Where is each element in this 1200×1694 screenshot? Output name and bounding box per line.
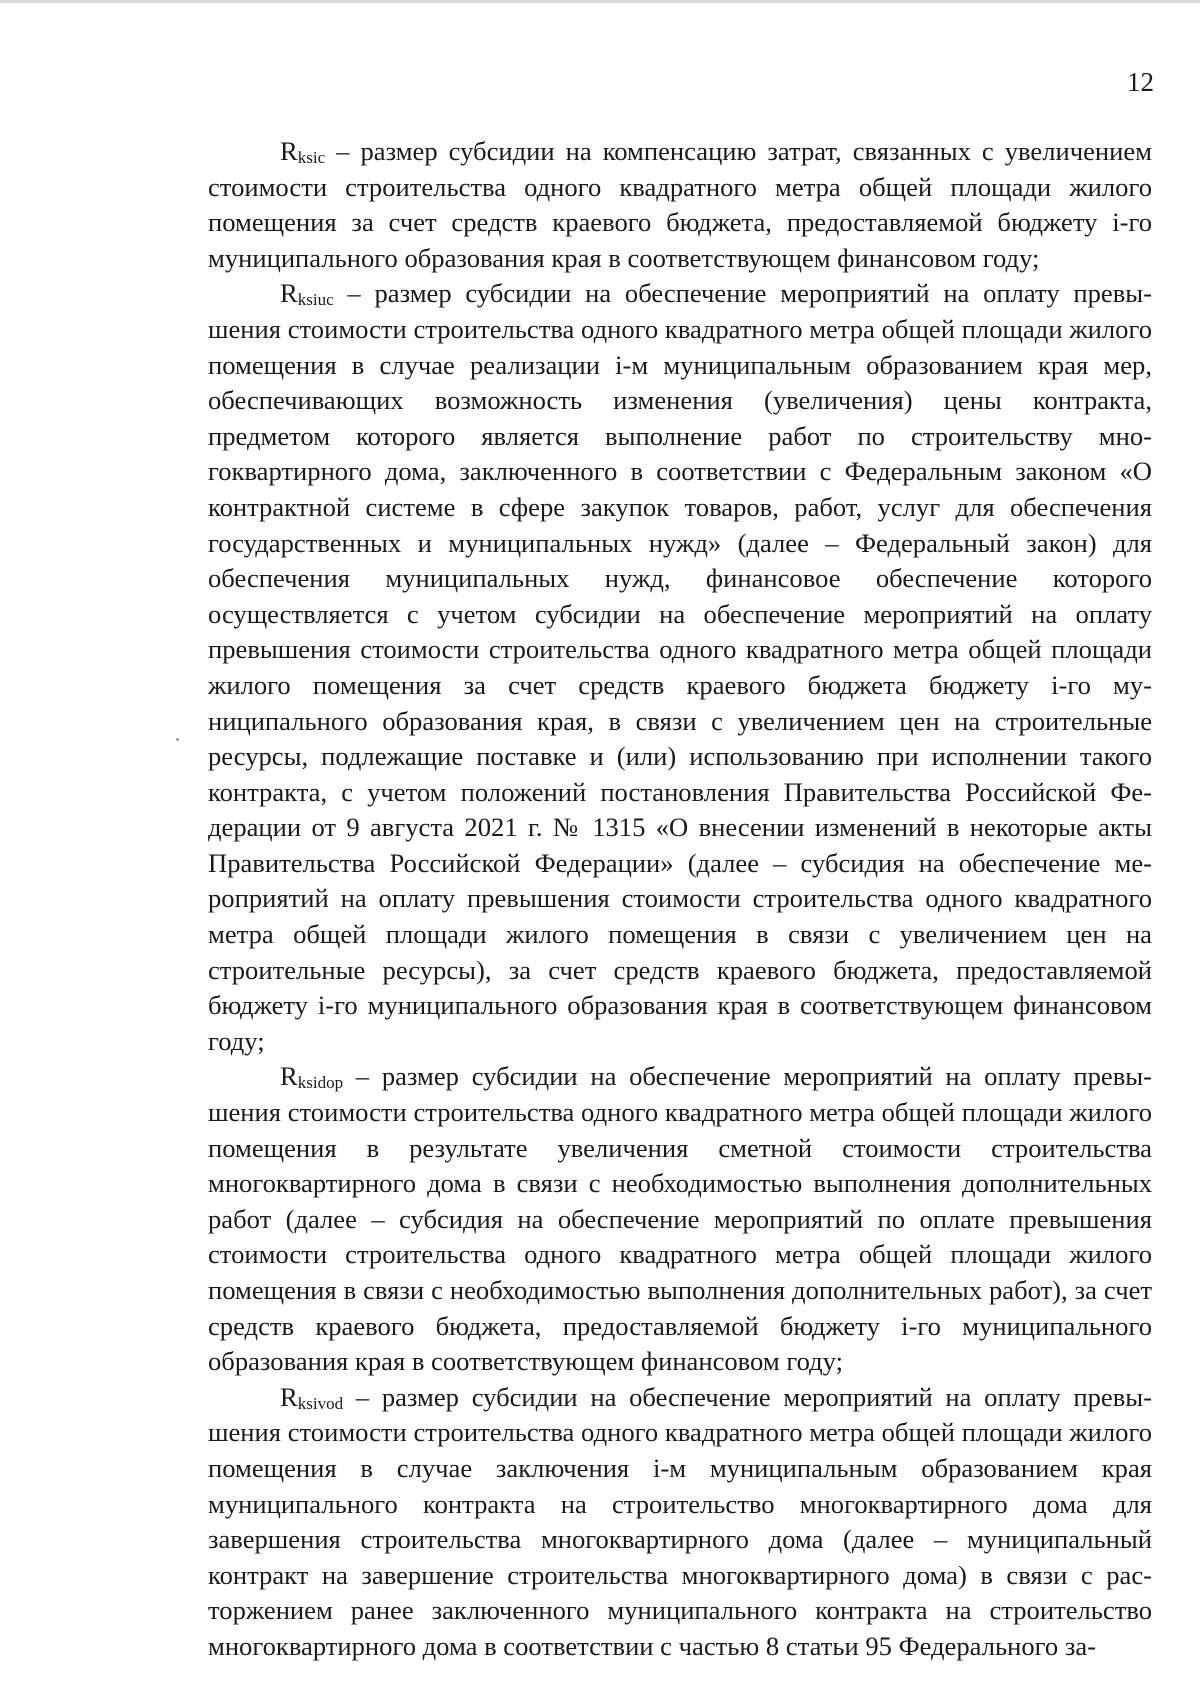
formula-symbol: R [280, 1381, 298, 1412]
paragraph-rksiuc [208, 276, 1152, 1059]
paragraph-text: – размер субсидии на обеспечение мероприятий на оплату превышения стоимости строительства одного квадратного метра общей площади жилого помещения в результате увеличения сметной стоимости строительства многоквартирного дома в связи с необходимостью выполнения дополнительных работ (далее – субсидия на обеспечение мероприятий по оплате превышения стоимости строительства одного квадратного метра общей площади жилого помещения в связи с необходимостью выполнения дополнительных работ), за счет средств краевого бюджета, предоставляемой бюджету i-го муниципального образования края в соответствующем финансовом году; [208, 1061, 1152, 1377]
paragraph-text: – размер субсидии на обеспечение мероприятий на оплату превышения стоимости строительства одного квадратного метра общей площади жилого помещения в случае заключения i-м муниципальным образованием края муниципального контракта на строительство многоквартирного дома для завершения строительства многоквартирного дома (далее – муниципальный контракт на завершение строительства многоквартирного дома) в связи с расторжением ранее заключенного муниципального контракта на строительство многоквартирного дома в соответствии с частью 8 статьи 95 Федерального за- [208, 1381, 1152, 1661]
formula-symbol: R [280, 1061, 298, 1092]
formula-subscript: ksiuc [297, 290, 334, 310]
formula-symbol: R [280, 136, 298, 166]
scan-top-edge [0, 0, 1200, 3]
formula-subscript: ksic [297, 148, 326, 167]
page-number: 12 [1127, 67, 1154, 97]
paragraph-text: – размер субсидии на компенсацию затрат, связанных с увеличением стоимости строительства одного квадратного метра общей площади жилого помещения за счет средств краевого бюджета, предоставляемой бюджету i-го муниципального образования края в соответствующем финансовом году; [208, 136, 1152, 273]
formula-symbol: R [280, 278, 298, 309]
scan-speck [176, 738, 179, 741]
document-body [208, 134, 1152, 1665]
formula-subscript: ksidop [297, 1073, 344, 1093]
paragraph-text: – размер субсидии на обеспечение мероприятий на оплату превышения стоимости строительства одного квадратного метра общей площади жилого помещения в случае реализации i-м муниципальным образованием края мер, обеспечивающих возможность изменения (увеличения) цены контракта, предметом которого является выполнение работ по строительству многоквартирного дома, заключенного в соответствии с Федеральным законом «О контрактной системе в сфере закупок товаров, работ, услуг для обеспечения государственных и муниципальных нужд» (далее – Федеральный закон) для обеспечения муниципальных нужд, финансовое обеспечение которого осуществляется с учетом субсидии на обеспечение мероприятий на оплату превышения стоимости строительства одного квадратного метра общей площади жилого помещения за счет средств краевого бюджета бюджету i-го муниципального образования края, в связи с увеличением цен на строительные ресурсы, подлежащие поставке и (или) использованию при исполнении такого контракта, с учетом положений постановления Правительства Российской Федерации от 9 августа 2021 г. № 1315 «О внесении изменений в некоторые акты Правительства Российской Федерации» (далее – субсидия на обеспечение мероприятий на оплату превышения стоимости строительства одного квадратного метра общей площади жилого помещения в связи с увеличением цен на строительные ресурсы), за счет средств краевого бюджета, предоставляемой бюджету i-го муниципального образования края в соответствующем финансовом году; [208, 278, 1152, 1056]
paragraph-rksic [208, 134, 1152, 276]
formula-subscript: ksivod [297, 1393, 344, 1413]
paragraph-rksidop [208, 1059, 1152, 1379]
paragraph-rksivod [208, 1380, 1152, 1665]
